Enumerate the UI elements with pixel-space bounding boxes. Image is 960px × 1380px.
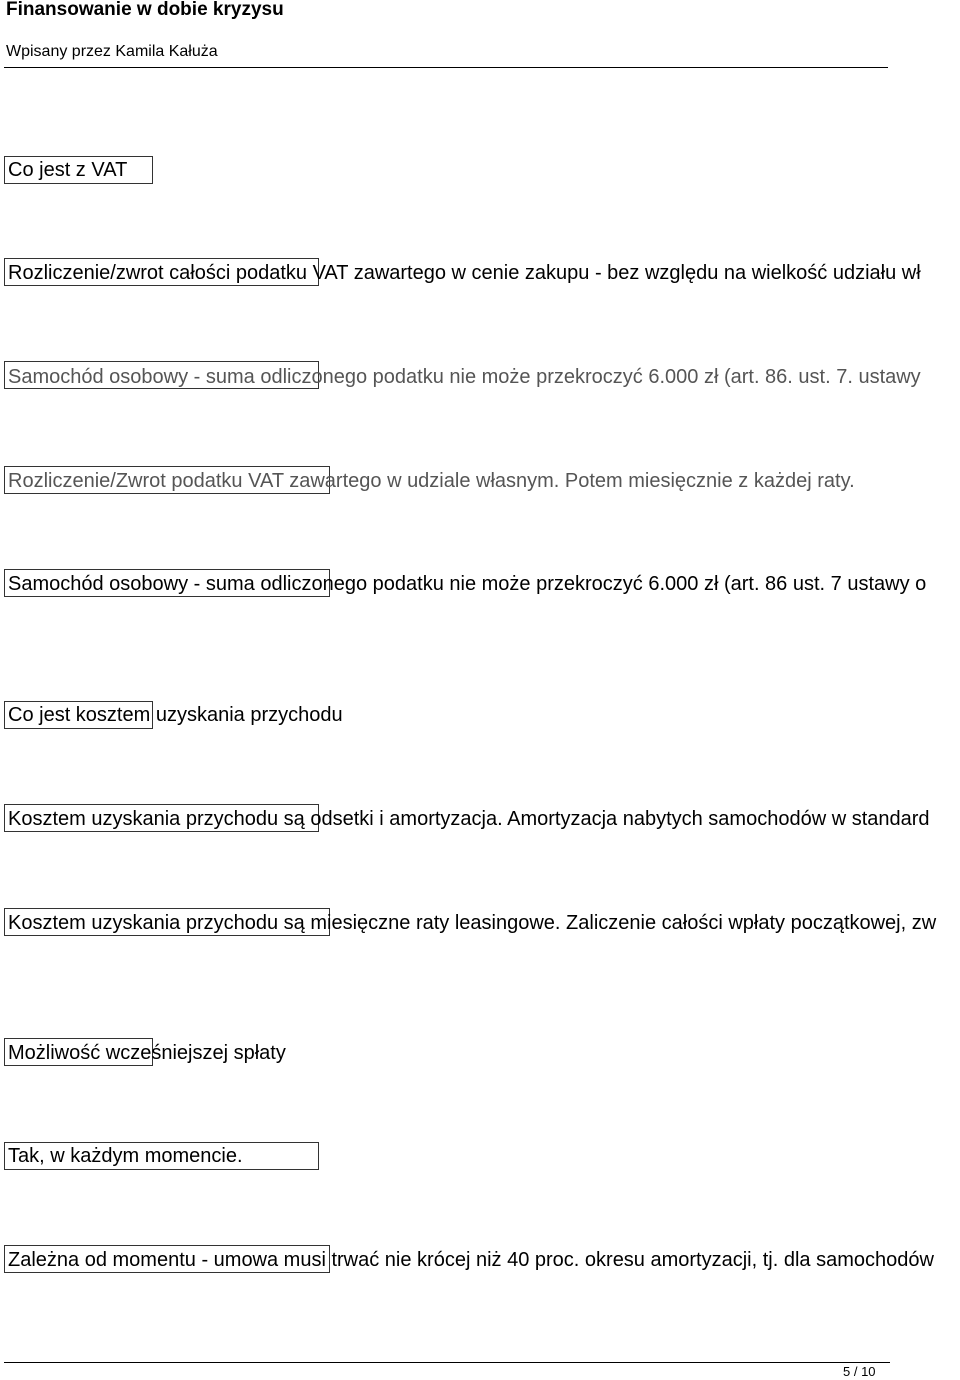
vat-leasing-text: Rozliczenie/Zwrot podatku VAT zawartego w udziale własnym. Potem miesięcznie z każdej raty.	[8, 470, 855, 492]
cost-leasing-text: Kosztem uzyskania przychodu są miesięczne raty leasingowe. Zaliczenie całości wpłaty początkowej, zw	[8, 912, 937, 934]
heading-cost: Co jest kosztem uzyskania przychodu	[8, 704, 343, 726]
vat-credit-text: Rozliczenie/zwrot całości podatku VAT zawartego w cenie zakupu - bez względu na wielkość udziału wł	[8, 262, 921, 284]
footer-divider	[4, 1362, 890, 1363]
vat-leasing-car-text: Samochód osobowy - suma odliczonego podatku nie może przekroczyć 6.000 zł (art. 86 ust. 7 ustawy o	[8, 573, 927, 595]
document-title: Finansowanie w dobie kryzysu	[6, 0, 284, 20]
heading-early-repayment: Możliwość wcześniejszej spłaty	[8, 1042, 286, 1064]
header-divider	[4, 67, 888, 68]
cost-credit-text: Kosztem uzyskania przychodu są odsetki i amortyzacja. Amortyzacja nabytych samochodów w standard	[8, 808, 930, 830]
heading-vat: Co jest z VAT	[8, 159, 128, 181]
page-number: 5 / 10	[843, 1364, 876, 1379]
author-line: Wpisany przez Kamila Kałuża	[6, 43, 218, 60]
early-repayment-credit: Tak, w każdym momencie.	[8, 1145, 243, 1167]
early-repayment-leasing: Zależna od momentu - umowa musi trwać nie krócej niż 40 proc. okresu amortyzacji, tj. dla samochodów	[8, 1249, 934, 1271]
vat-credit-car-text: Samochód osobowy - suma odliczonego podatku nie może przekroczyć 6.000 zł (art. 86. ust. 7. ustawy	[8, 366, 921, 388]
